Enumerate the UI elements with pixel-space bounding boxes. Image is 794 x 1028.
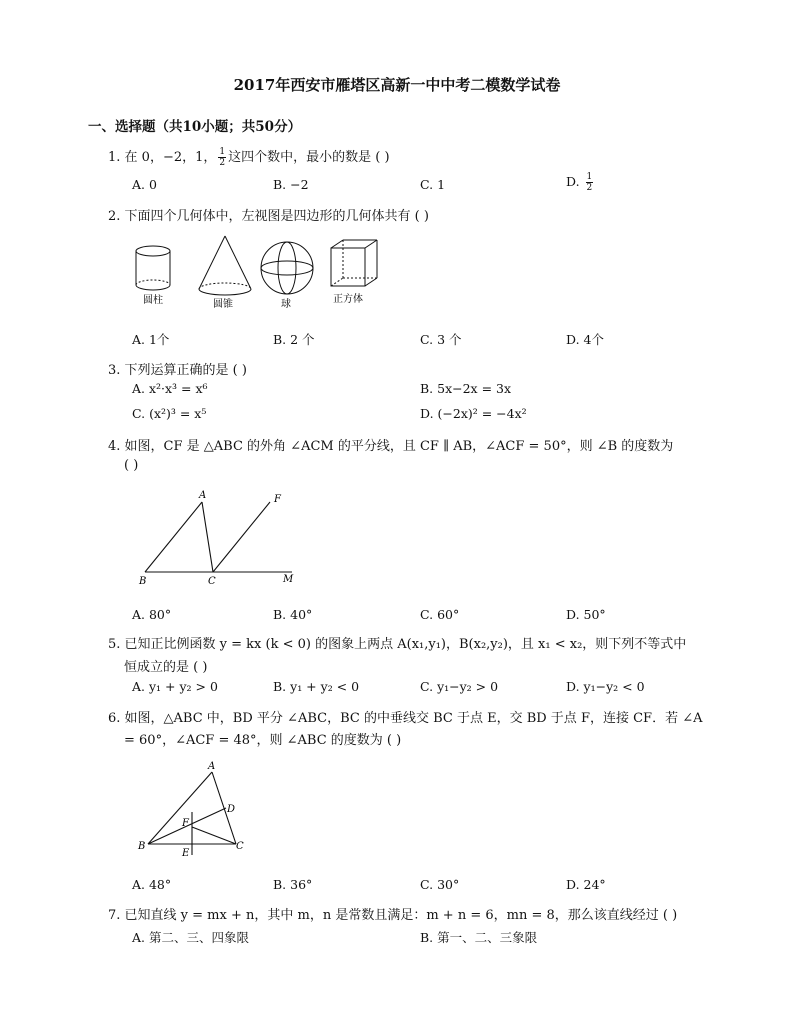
option-b[interactable]: B. 40° <box>273 607 313 622</box>
option-b[interactable]: B. 2 个 <box>273 332 315 347</box>
point-label: B <box>139 576 147 587</box>
option-a[interactable]: A. 1个 <box>132 332 170 347</box>
point-label: D <box>227 804 236 815</box>
question-7 <box>108 904 677 923</box>
option-b[interactable]: B. −2 <box>273 177 309 192</box>
option-c[interactable]: C. 30° <box>420 877 460 892</box>
triangle-figure <box>135 760 255 860</box>
option-d[interactable]: D. 50° <box>566 607 606 622</box>
line-ac <box>202 502 213 572</box>
question-4 <box>108 435 673 454</box>
option-b[interactable]: B. 第一、二、三象限 <box>420 930 538 945</box>
point-label: E <box>182 848 190 859</box>
question-text: 如图，△ABC 中，BD 平分 ∠ABC，BC 的中垂线交 BC 于点 E，交 BD 于点 F，连接 CF．若 ∠A <box>124 711 703 726</box>
document-title: 2017年西安市雁塔区高新一中中考二模数学试卷 <box>233 76 561 94</box>
solid-label: 正方体 <box>333 294 363 305</box>
question-text: 已知直线 y = mx + n，其中 m，n 是常数且满足：m + n = 6，mn = 8，那么该直线经过 ( ) <box>124 908 678 923</box>
solid-label: 球 <box>281 299 291 310</box>
point-label: C <box>208 576 216 587</box>
point-label: B <box>138 841 146 852</box>
triangle-figure <box>135 488 305 588</box>
option-a[interactable]: A. 第二、三、四象限 <box>132 930 249 945</box>
question-1 <box>108 146 390 168</box>
question-text: 下列运算正确的是 ( ) <box>124 363 247 378</box>
option-b[interactable]: B. y₁ + y₂ < 0 <box>273 679 360 694</box>
question-number: 6. <box>108 711 121 726</box>
option-c[interactable]: C. (x²)³ = x⁵ <box>132 406 207 421</box>
option-b[interactable]: B. 5x−2x = 3x <box>420 381 512 396</box>
section-heading: 一、选择题（共10小题；共50分） <box>88 119 302 135</box>
option-d[interactable]: D. 4个 <box>566 332 604 347</box>
option-a[interactable]: A. 48° <box>132 877 172 892</box>
question-number: 5. <box>108 637 121 652</box>
question-text: 在 0，−2，1， <box>124 150 217 165</box>
option-c[interactable]: C. 1 <box>420 177 446 192</box>
fraction-one-half: $\frac{1}{2}$ <box>586 172 593 193</box>
solid-label: 圆锥 <box>213 299 233 310</box>
question-text: ( ) <box>124 458 139 473</box>
point-label: F <box>182 818 189 829</box>
option-d[interactable]: D. (−2x)² = −4x² <box>420 406 527 421</box>
cone-shape <box>199 236 251 295</box>
option-d[interactable]: D. y₁−y₂ < 0 <box>566 679 645 694</box>
option-c[interactable]: C. 60° <box>420 607 460 622</box>
option-a[interactable]: A. x²·x³ = x⁶ <box>132 381 208 396</box>
point-label: A <box>208 761 216 772</box>
question-number: 7. <box>108 908 121 923</box>
sphere-shape <box>261 242 313 294</box>
option-c[interactable]: C. 3 个 <box>420 332 462 347</box>
option-d[interactable]: D. $\frac{1}{2}$ <box>566 172 593 193</box>
question-number: 3. <box>108 363 121 378</box>
question-text: 这四个数中，最小的数是 ( ) <box>228 150 390 165</box>
question-text: 下面四个几何体中，左视图是四边形的几何体共有 ( ) <box>124 209 429 224</box>
question-number: 1. <box>108 150 121 165</box>
point-label: M <box>283 574 294 585</box>
solids-figure <box>125 232 395 312</box>
question-number: 2. <box>108 209 121 224</box>
fraction-one-half: $\frac{1}{2}$ <box>219 147 226 168</box>
option-a[interactable]: A. 80° <box>132 607 172 622</box>
option-b[interactable]: B. 36° <box>273 877 313 892</box>
question-number: 4. <box>108 439 121 454</box>
question-text: 恒成立的是 ( ) <box>124 660 208 675</box>
question-3 <box>108 359 247 378</box>
point-label: F <box>274 494 281 505</box>
option-a[interactable]: A. 0 <box>132 177 157 192</box>
line-fc <box>192 827 236 844</box>
cube-shape <box>331 240 377 286</box>
question-text: 已知正比例函数 y = kx (k < 0) 的图象上两点 A(x₁,y₁)，B(x₂,y₂)，且 x₁ < x₂，则下列不等式中 <box>124 637 687 652</box>
cylinder-shape <box>136 246 170 290</box>
option-c[interactable]: C. y₁−y₂ > 0 <box>420 679 499 694</box>
point-label: A <box>199 490 207 501</box>
question-2 <box>108 205 429 224</box>
line-ba <box>145 502 202 572</box>
question-text: = 60°，∠ACF = 48°，则 ∠ABC 的度数为 ( ) <box>124 733 402 748</box>
question-6 <box>108 707 702 726</box>
point-label: C <box>236 841 244 852</box>
option-d[interactable]: D. 24° <box>566 877 606 892</box>
question-5 <box>108 633 686 652</box>
line-ba <box>148 772 212 844</box>
line-cf <box>213 502 270 572</box>
option-a[interactable]: A. y₁ + y₂ > 0 <box>132 679 218 694</box>
solid-label: 圆柱 <box>143 295 163 306</box>
question-text: 如图，CF 是 △ABC 的外角 ∠ACM 的平分线，且 CF ∥ AB，∠ACF = 50°，则 ∠B 的度数为 <box>124 439 674 454</box>
